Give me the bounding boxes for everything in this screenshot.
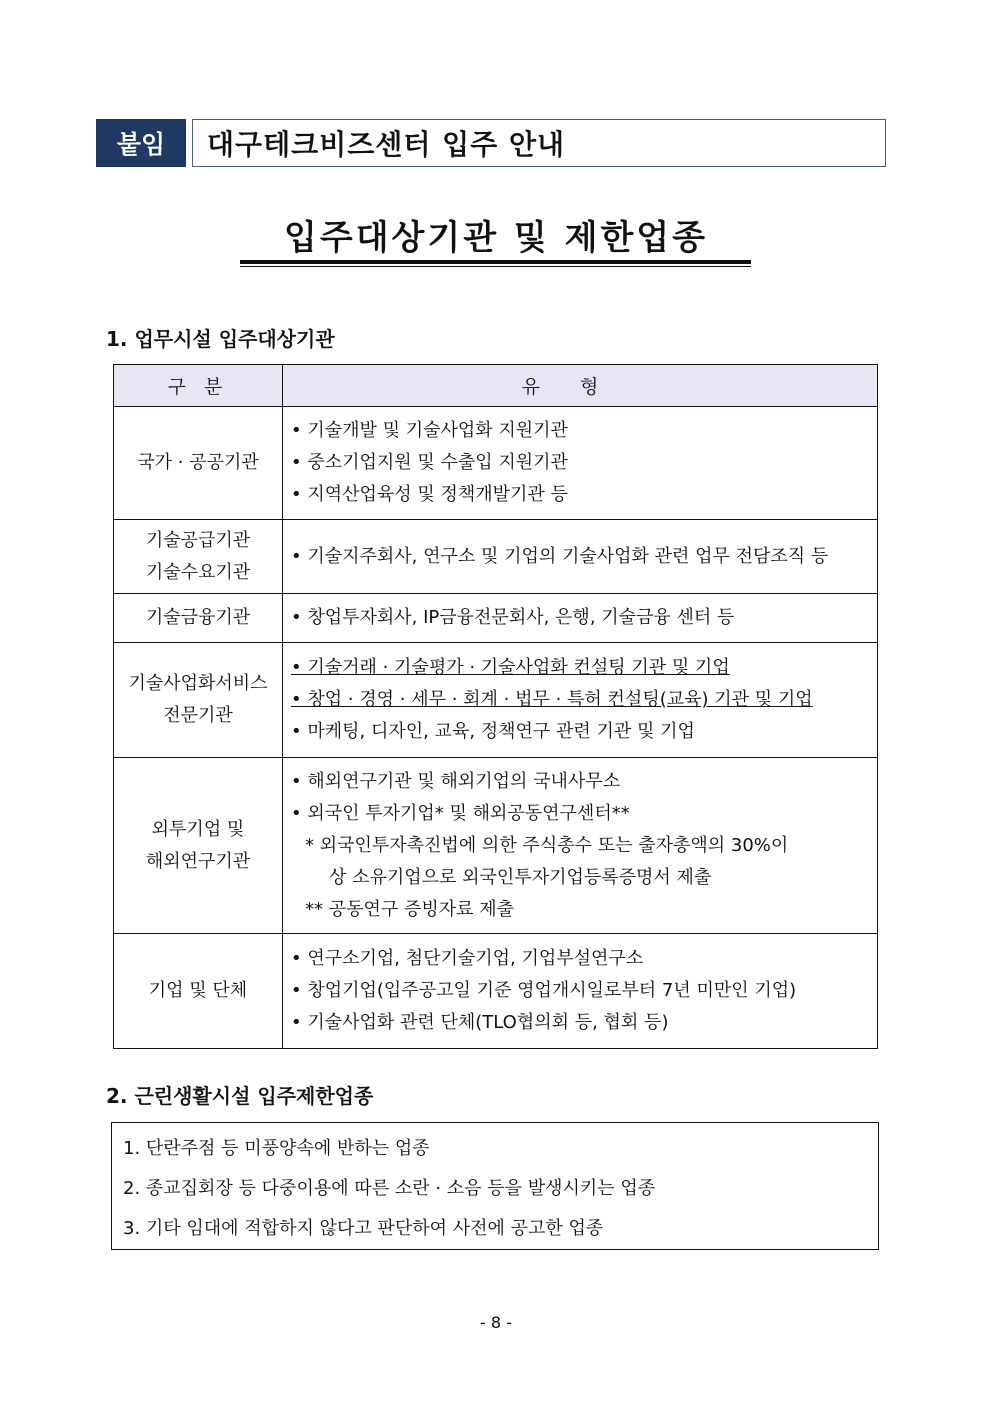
row-types (283, 934, 878, 1049)
list-item: 3. 기타 임대에 적합하지 않다고 판단하여 사전에 공고한 업종 (123, 1218, 604, 1239)
list-item: • 지역산업육성 및 정책개발기관 등 (291, 484, 568, 505)
list-item: • 기술개발 및 기술사업화 지원기관 (291, 420, 568, 441)
section2-heading: 2. 근린생활시설 입주제한업종 (106, 1084, 374, 1108)
header-type: 유형 (283, 365, 878, 407)
list-item: • 외국인 투자기업* 및 해외공동연구센터** (291, 802, 630, 824)
annex-badge: 붙임 (96, 119, 186, 167)
row-category: 기술금융기관 (114, 594, 283, 643)
page-title: 입주대상기관 및 제한업종 (284, 218, 708, 258)
row-category: 기업 및 단체 (114, 934, 283, 1049)
row-types (283, 594, 878, 643)
row-category: 외투기업 및 해외연구기관 (114, 758, 283, 934)
list-item: • 창업기업(입주공고일 기준 영업개시일로부터 7년 미만인 기업) (291, 980, 797, 1001)
title-underline-thin (240, 266, 751, 267)
section1-heading: 1. 업무시설 입주대상기관 (106, 327, 335, 351)
table-row (114, 758, 878, 934)
list-item: • 기술지주회사, 연구소 및 기업의 기술사업화 관련 업무 전담조직 등 (291, 545, 829, 567)
page-number: - 8 - (480, 1313, 512, 1332)
row-category: 기술사업화서비스 전문기관 (114, 643, 283, 758)
list-item: • 해외연구기관 및 해외기업의 국내사무소 (291, 770, 621, 792)
list-item: • 기술거래 · 기술평가 · 기술사업화 컨설팅 기관 및 기업 (291, 657, 730, 678)
list-item: • 마케팅, 디자인, 교육, 정책연구 관련 기관 및 기업 (291, 721, 695, 742)
row-types (283, 643, 878, 758)
list-item: • 중소기업지원 및 수출입 지원기관 (291, 452, 568, 473)
row-category: 국가 · 공공기관 (114, 407, 283, 520)
annex-title: 대구테크비즈센터 입주 안내 (192, 119, 886, 167)
table-row (114, 407, 878, 520)
row-types (283, 758, 878, 934)
restricted-business-box (111, 1122, 879, 1250)
table-row (114, 594, 878, 643)
header-category: 구 분 (114, 365, 283, 407)
list-item: 1. 단란주점 등 미풍양속에 반하는 업종 (123, 1138, 430, 1159)
footnote: * 외국인투자촉진법에 의한 주식총수 또는 출자총액의 30%이 (305, 834, 789, 856)
list-item: • 기술사업화 관련 단체(TLO협의회 등, 협회 등) (291, 1012, 669, 1033)
row-types (283, 407, 878, 520)
table-row (114, 643, 878, 758)
row-category: 기술공급기관 기술수요기관 (114, 520, 283, 594)
footnote: ** 공동연구 증빙자료 제출 (305, 898, 515, 920)
list-item: 2. 종교집회장 등 다중이용에 따른 소란 · 소음 등을 발생시키는 업종 (123, 1178, 656, 1199)
eligible-org-table (113, 364, 878, 1049)
list-item: • 창업투자회사, IP금융전문회사, 은행, 기술금융 센터 등 (291, 607, 735, 628)
annex-header (96, 119, 886, 167)
list-item: • 창업 · 경영 · 세무 · 회계 · 법무 · 특허 컨설팅(교육) 기관 및 기업 (291, 689, 813, 710)
table-row (114, 520, 878, 594)
row-types (283, 520, 878, 594)
footnote: 상 소유기업으로 외국인투자기업등록증명서 제출 (329, 866, 712, 888)
table-header-row (114, 365, 878, 407)
title-underline (240, 260, 751, 264)
table-row (114, 934, 878, 1049)
list-item: • 연구소기업, 첨단기술기업, 기업부설연구소 (291, 948, 644, 969)
